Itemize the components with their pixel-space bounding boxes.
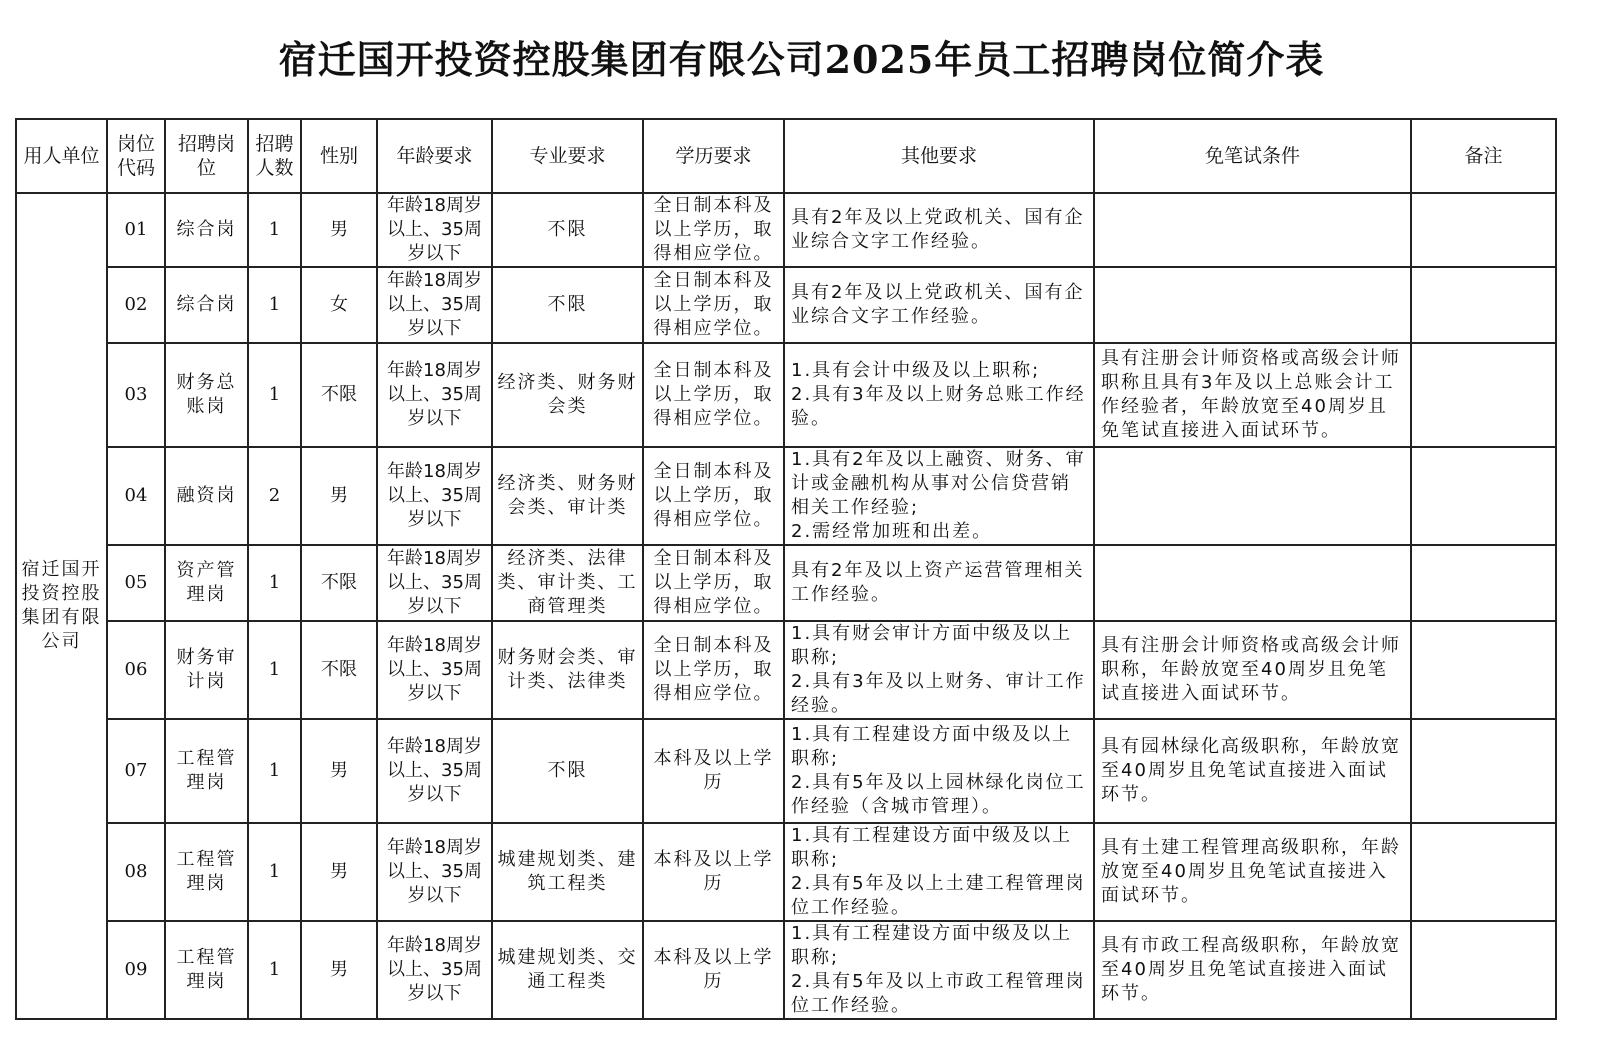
cell-education: 本科及以上学历 — [643, 719, 784, 823]
cell-count: 2 — [248, 447, 301, 545]
cell-note — [1411, 447, 1556, 545]
cell-count: 1 — [248, 193, 301, 267]
cell-other: 具有2年及以上资产运营管理相关工作经验。 — [784, 545, 1094, 621]
cell-exempt — [1094, 447, 1411, 545]
cell-other: 1.具有2年及以上融资、财务、审计或金融机构从事对公信贷营销相关工作经验; 2.需经常加班和出差。 — [784, 447, 1094, 545]
cell-other: 1.具有工程建设方面中级及以上职称; 2.具有5年及以上园林绿化岗位工作经验（含城市管理）。 — [784, 719, 1094, 823]
cell-count: 1 — [248, 621, 301, 719]
cell-code: 04 — [107, 447, 165, 545]
cell-age: 年龄18周岁以上、35周岁以下 — [377, 719, 492, 823]
cell-exempt — [1094, 545, 1411, 621]
cell-other: 具有2年及以上党政机关、国有企业综合文字工作经验。 — [784, 267, 1094, 343]
table-row — [16, 621, 1556, 719]
cell-other: 1.具有工程建设方面中级及以上职称; 2.具有5年及以上土建工程管理岗位工作经验。 — [784, 823, 1094, 921]
cell-exempt: 具有市政工程高级职称，年龄放宽至40周岁且免笔试直接进入面试环节。 — [1094, 921, 1411, 1019]
cell-age: 年龄18周岁以上、35周岁以下 — [377, 343, 492, 447]
table-row — [16, 193, 1556, 267]
col-header-unit: 用人单位 — [16, 119, 107, 193]
cell-exempt: 具有注册会计师资格或高级会计师职称，年龄放宽至40周岁且免笔试直接进入面试环节。 — [1094, 621, 1411, 719]
cell-gender: 男 — [301, 193, 377, 267]
cell-gender: 男 — [301, 921, 377, 1019]
cell-note — [1411, 193, 1556, 267]
cell-code: 06 — [107, 621, 165, 719]
header-row — [16, 119, 1556, 193]
col-header-post: 招聘岗位 — [165, 119, 248, 193]
cell-post: 综合岗 — [165, 267, 248, 343]
cell-code: 05 — [107, 545, 165, 621]
cell-exempt: 具有园林绿化高级职称，年龄放宽至40周岁且免笔试直接进入面试环节。 — [1094, 719, 1411, 823]
cell-education: 全日制本科及以上学历，取得相应学位。 — [643, 447, 784, 545]
table-row — [16, 719, 1556, 823]
recruitment-table — [15, 118, 1557, 1020]
cell-count: 1 — [248, 545, 301, 621]
cell-education: 全日制本科及以上学历，取得相应学位。 — [643, 193, 784, 267]
col-header-other: 其他要求 — [784, 119, 1094, 193]
cell-post: 财务总账岗 — [165, 343, 248, 447]
cell-major: 经济类、法律类、审计类、工商管理类 — [492, 545, 643, 621]
cell-gender: 不限 — [301, 545, 377, 621]
cell-gender: 女 — [301, 267, 377, 343]
table-row — [16, 823, 1556, 921]
cell-gender: 不限 — [301, 343, 377, 447]
table-row — [16, 267, 1556, 343]
cell-count: 1 — [248, 823, 301, 921]
col-header-major: 专业要求 — [492, 119, 643, 193]
cell-note — [1411, 545, 1556, 621]
cell-age: 年龄18周岁以上、35周岁以下 — [377, 447, 492, 545]
cell-major: 不限 — [492, 193, 643, 267]
cell-post: 财务审计岗 — [165, 621, 248, 719]
cell-count: 1 — [248, 921, 301, 1019]
cell-education: 本科及以上学历 — [643, 921, 784, 1019]
cell-age: 年龄18周岁以上、35周岁以下 — [377, 267, 492, 343]
cell-age: 年龄18周岁以上、35周岁以下 — [377, 823, 492, 921]
table-row — [16, 447, 1556, 545]
cell-post: 工程管理岗 — [165, 719, 248, 823]
cell-note — [1411, 921, 1556, 1019]
cell-post: 综合岗 — [165, 193, 248, 267]
cell-age: 年龄18周岁以上、35周岁以下 — [377, 545, 492, 621]
cell-code: 01 — [107, 193, 165, 267]
cell-major: 经济类、财务财会类 — [492, 343, 643, 447]
cell-post: 工程管理岗 — [165, 823, 248, 921]
cell-major: 不限 — [492, 267, 643, 343]
col-header-education: 学历要求 — [643, 119, 784, 193]
cell-other: 1.具有会计中级及以上职称; 2.具有3年及以上财务总账工作经验。 — [784, 343, 1094, 447]
cell-code: 08 — [107, 823, 165, 921]
cell-code: 03 — [107, 343, 165, 447]
cell-other: 1.具有工程建设方面中级及以上职称; 2.具有5年及以上市政工程管理岗位工作经验。 — [784, 921, 1094, 1019]
cell-code: 09 — [107, 921, 165, 1019]
col-header-gender: 性别 — [301, 119, 377, 193]
cell-note — [1411, 267, 1556, 343]
cell-exempt — [1094, 267, 1411, 343]
cell-exempt — [1094, 193, 1411, 267]
cell-post: 资产管理岗 — [165, 545, 248, 621]
cell-education: 全日制本科及以上学历，取得相应学位。 — [643, 267, 784, 343]
table-row — [16, 921, 1556, 1019]
cell-other: 具有2年及以上党政机关、国有企业综合文字工作经验。 — [784, 193, 1094, 267]
cell-major: 不限 — [492, 719, 643, 823]
cell-unit: 宿迁国开投资控股集团有限公司 — [16, 193, 107, 1019]
cell-major: 财务财会类、审计类、法律类 — [492, 621, 643, 719]
cell-gender: 男 — [301, 447, 377, 545]
col-header-note: 备注 — [1411, 119, 1556, 193]
cell-note — [1411, 719, 1556, 823]
col-header-count: 招聘人数 — [248, 119, 301, 193]
cell-exempt: 具有注册会计师资格或高级会计师职称且具有3年及以上总账会计工作经验者，年龄放宽至40周岁且免笔试直接进入面试环节。 — [1094, 343, 1411, 447]
cell-education: 本科及以上学历 — [643, 823, 784, 921]
cell-count: 1 — [248, 343, 301, 447]
cell-major: 经济类、财务财会类、审计类 — [492, 447, 643, 545]
cell-major: 城建规划类、交通工程类 — [492, 921, 643, 1019]
col-header-exempt: 免笔试条件 — [1094, 119, 1411, 193]
cell-education: 全日制本科及以上学历，取得相应学位。 — [643, 621, 784, 719]
table-row — [16, 343, 1556, 447]
cell-count: 1 — [248, 719, 301, 823]
cell-gender: 男 — [301, 823, 377, 921]
cell-education: 全日制本科及以上学历，取得相应学位。 — [643, 343, 784, 447]
cell-gender: 不限 — [301, 621, 377, 719]
cell-count: 1 — [248, 267, 301, 343]
cell-gender: 男 — [301, 719, 377, 823]
cell-note — [1411, 823, 1556, 921]
cell-age: 年龄18周岁以上、35周岁以下 — [377, 193, 492, 267]
cell-code: 07 — [107, 719, 165, 823]
cell-exempt: 具有土建工程管理高级职称，年龄放宽至40周岁且免笔试直接进入面试环节。 — [1094, 823, 1411, 921]
cell-code: 02 — [107, 267, 165, 343]
cell-post: 融资岗 — [165, 447, 248, 545]
cell-major: 城建规划类、建筑工程类 — [492, 823, 643, 921]
cell-education: 全日制本科及以上学历，取得相应学位。 — [643, 545, 784, 621]
cell-age: 年龄18周岁以上、35周岁以下 — [377, 921, 492, 1019]
col-header-code: 岗位代码 — [107, 119, 165, 193]
page-title: 宿迁国开投资控股集团有限公司2025年员工招聘岗位简介表 — [278, 37, 1325, 82]
cell-post: 工程管理岗 — [165, 921, 248, 1019]
cell-note — [1411, 343, 1556, 447]
cell-note — [1411, 621, 1556, 719]
col-header-age: 年龄要求 — [377, 119, 492, 193]
table-row — [16, 545, 1556, 621]
cell-other: 1.具有财会审计方面中级及以上职称; 2.具有3年及以上财务、审计工作经验。 — [784, 621, 1094, 719]
cell-age: 年龄18周岁以上、35周岁以下 — [377, 621, 492, 719]
